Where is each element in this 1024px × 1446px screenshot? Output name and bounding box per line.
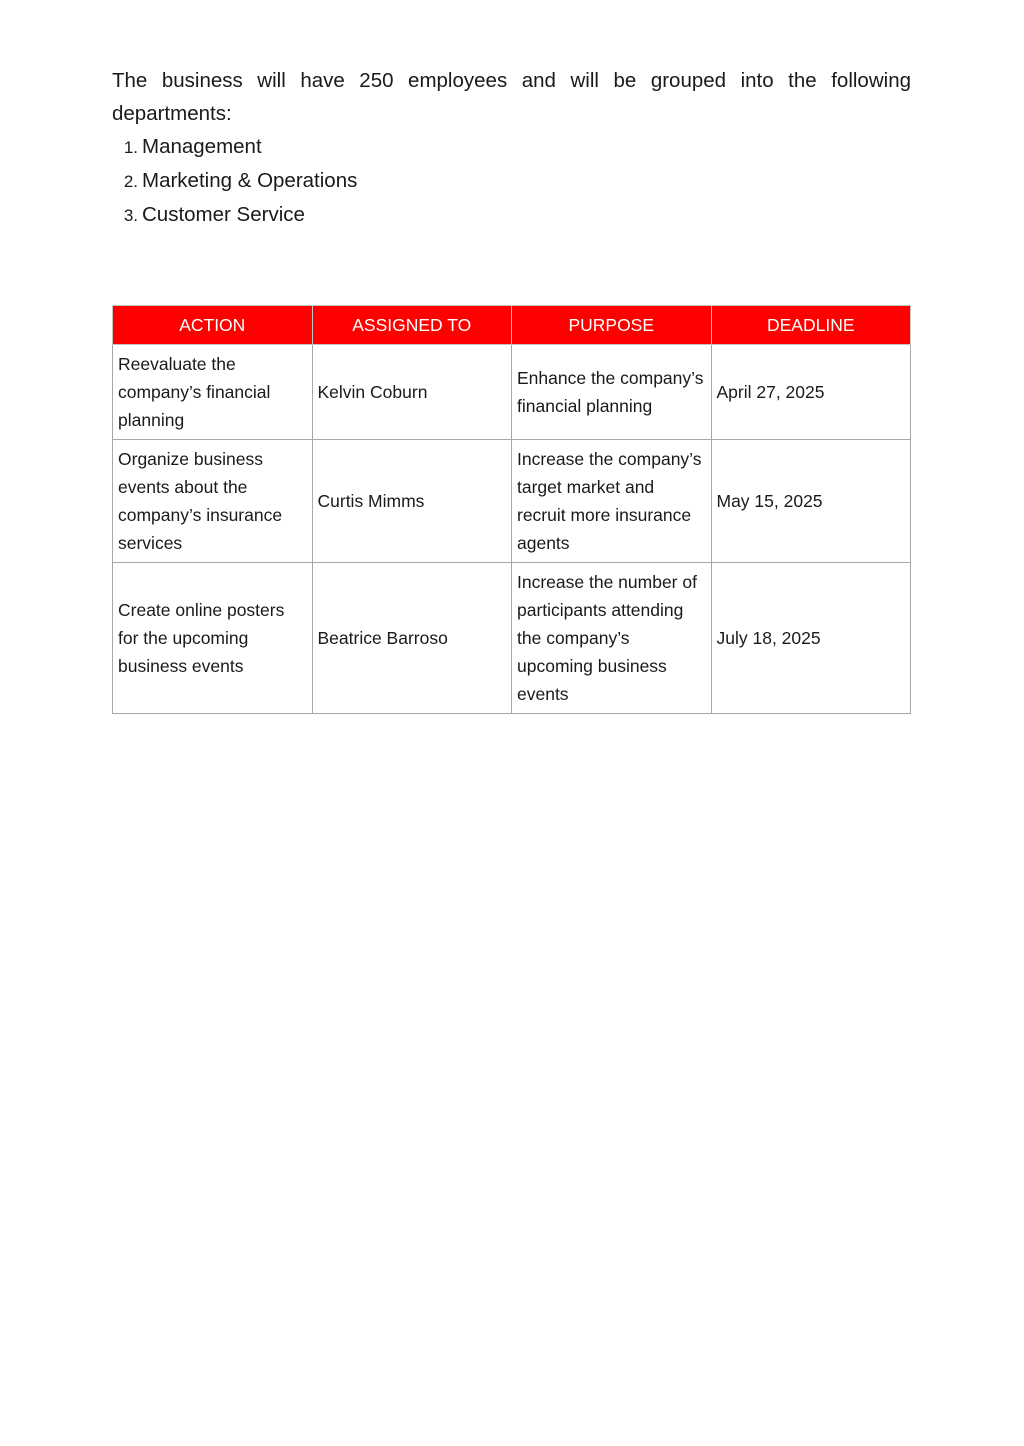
cell-action: Organize business events about the company’s insurance services [113, 440, 313, 563]
table-row [113, 563, 911, 714]
list-item [112, 164, 911, 198]
table-row [113, 440, 911, 563]
header-action: ACTION [113, 306, 313, 345]
cell-deadline: April 27, 2025 [711, 345, 911, 440]
department-name: Marketing & Operations [142, 169, 358, 192]
list-item [112, 130, 911, 164]
cell-deadline: May 15, 2025 [711, 440, 911, 563]
cell-purpose: Enhance the company’s financial planning [512, 345, 712, 440]
list-number: 1. [123, 138, 138, 157]
cell-assigned-to: Kelvin Coburn [312, 345, 512, 440]
header-deadline: DEADLINE [711, 306, 911, 345]
department-list [112, 130, 911, 232]
cell-purpose: Increase the company’s target market and recruit more insurance agents [512, 440, 712, 563]
department-name: Management [142, 135, 262, 158]
list-item [112, 198, 911, 232]
cell-deadline: July 18, 2025 [711, 563, 911, 714]
list-number: 2. [123, 172, 138, 191]
department-name: Customer Service [142, 203, 305, 226]
cell-action: Create online posters for the upcoming business events [113, 563, 313, 714]
cell-assigned-to: Beatrice Barroso [312, 563, 512, 714]
cell-action: Reevaluate the company’s financial planning [113, 345, 313, 440]
intro-paragraph: The business will have 250 employees and will be grouped into the following departments: [112, 69, 911, 125]
action-plan-table [112, 305, 911, 714]
header-assigned-to: ASSIGNED TO [312, 306, 512, 345]
list-number: 3. [123, 206, 138, 225]
document-page [112, 64, 911, 232]
table-row [113, 345, 911, 440]
header-purpose: PURPOSE [512, 306, 712, 345]
cell-assigned-to: Curtis Mimms [312, 440, 512, 563]
table-header-row [113, 306, 911, 345]
cell-purpose: Increase the number of participants attending the company’s upcoming business events [512, 563, 712, 714]
